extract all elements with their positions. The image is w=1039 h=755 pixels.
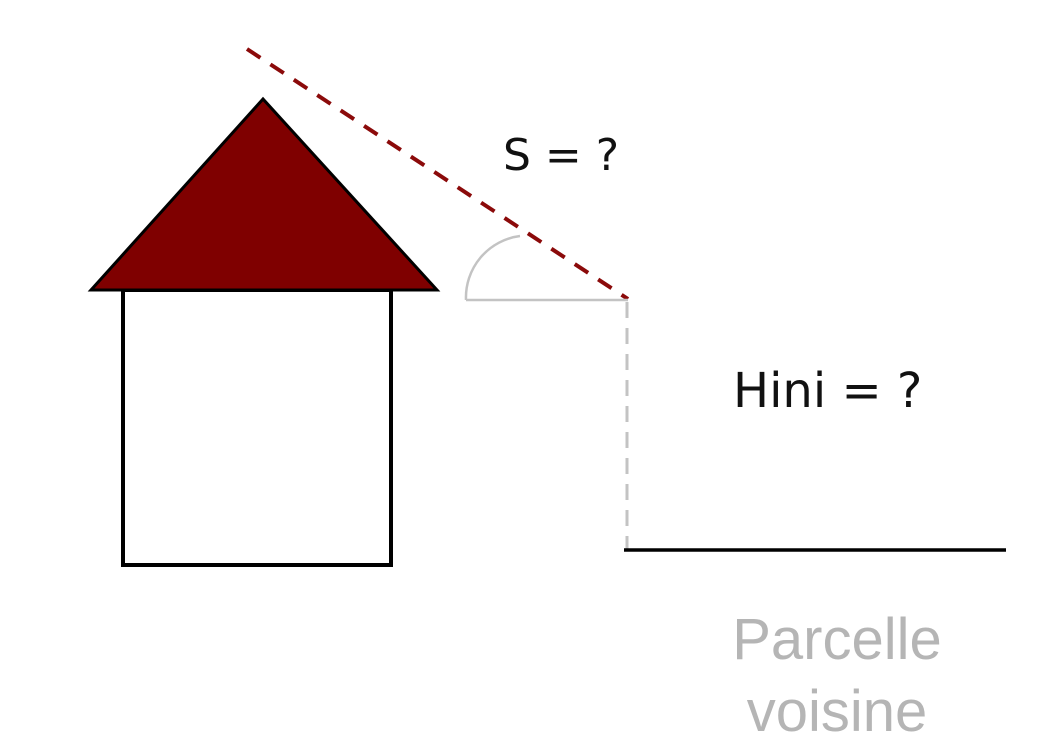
neighbor-parcel-label-line2: voisine [746,679,928,744]
height-label: Hini = ? [733,363,923,419]
neighbor-parcel-label [712,604,962,748]
slope-label: S = ? [503,130,620,181]
house-walls [123,290,391,565]
neighbor-parcel-label-line1: Parcelle [732,607,942,672]
angle-arc [466,236,520,300]
house-roof [91,99,437,290]
